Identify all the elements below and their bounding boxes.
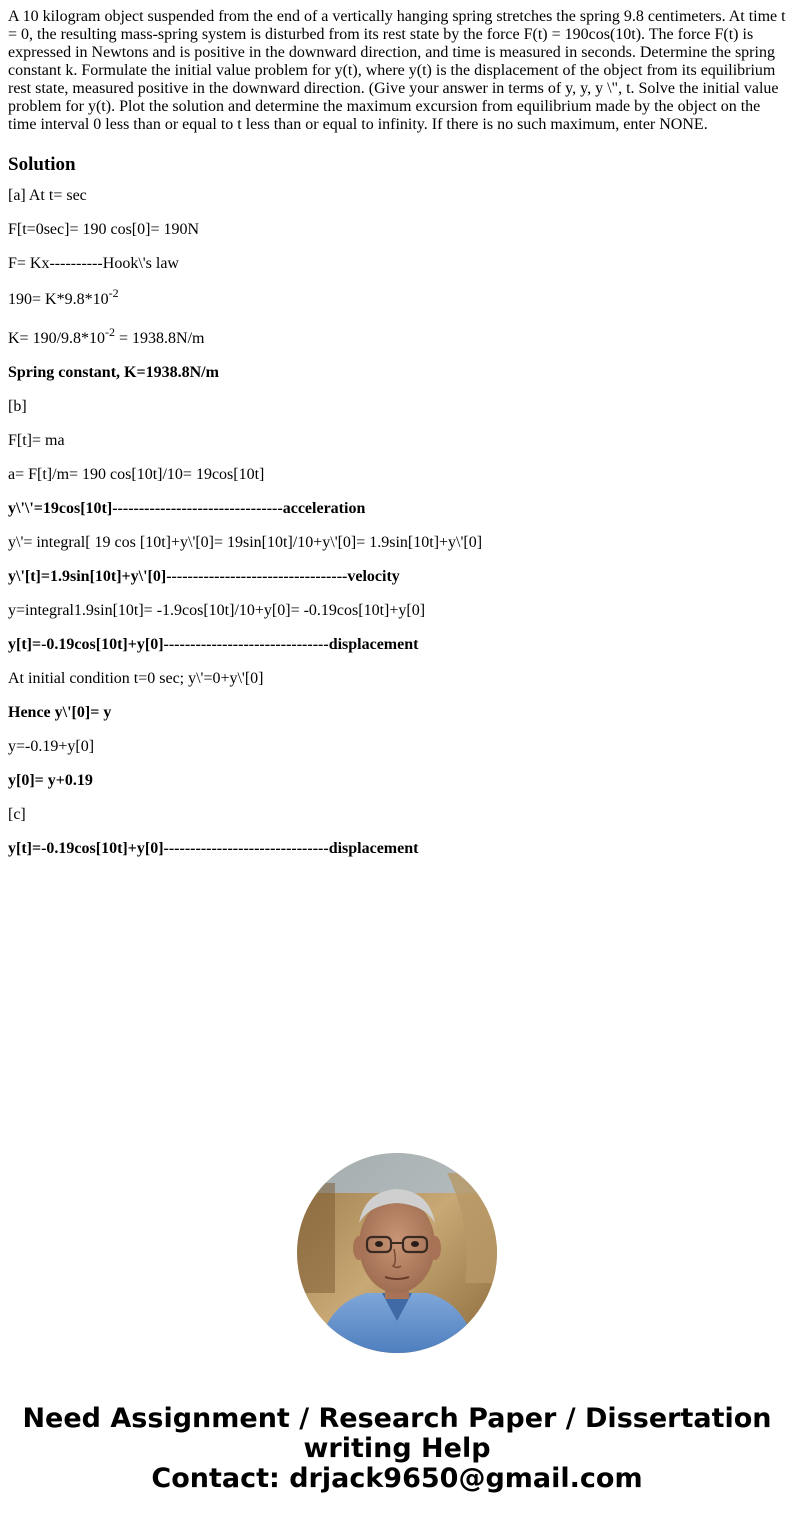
solution-line: F[t]= ma [8, 432, 65, 449]
solution-line: a= F[t]/m= 190 cos[10t]/10= 19cos[10t] [8, 466, 265, 483]
footer-contact: Contact: drjack9650@gmail.com [151, 1463, 643, 1494]
author-avatar [297, 1153, 497, 1353]
acceleration-line: y\'\'=19cos[10t]--------------------------------acceleration [8, 500, 366, 517]
solution-line-equation [8, 286, 788, 309]
displacement-line: y[t]=-0.19cos[10t]+y[0]-------------------------------displacement [8, 840, 419, 857]
exponent: -2 [105, 325, 116, 339]
solution-line: [a] At t= sec [8, 187, 87, 204]
solution-line: [c] [8, 806, 26, 823]
solution-line-bold: y[0]= y+0.19 [8, 772, 93, 789]
footer-line-1: Need Assignment / Research Paper / Dissertation [22, 1403, 772, 1434]
solution-heading: Solution [8, 154, 76, 175]
equation-text: K= 190/9.8*10 [8, 330, 106, 347]
question-text: A 10 kilogram object suspended from the end of a vertically hanging spring stretches the spring 9.8 centimeters. At time t = 0, the resulting mass-spring system is disturbed from its rest state by the force F(t) = 190cos(10t). The force F(t) is expressed in Newtons and is positive in the downward direction, and time is measured in seconds. Determine the spring constant k. Formulate the initial value problem for y(t), where y(t) is the displacement of the object from its equilibrium rest state, measured positive in the downward direction. (Give your answer in terms of y, y, y \", t. Solve the initial value problem for y(t). Plot the solution and determine the maximum excursion from equilibrium made by the object on the time interval 0 less than or equal to t less than or equal to infinity. If there is no such maximum, enter NONE. [8, 8, 786, 133]
solution-line: F[t=0sec]= 190 cos[0]= 190N [8, 221, 200, 238]
page-content [8, 8, 788, 858]
solution-body [8, 187, 788, 858]
footer-banner [0, 1404, 794, 1494]
solution-line: At initial condition t=0 sec; y\'=0+y\'[0] [8, 670, 264, 687]
solution-line: y=-0.19+y[0] [8, 738, 95, 755]
equation-text: 190= K*9.8*10 [8, 291, 109, 308]
solution-line: [b] [8, 398, 27, 415]
displacement-line: y[t]=-0.19cos[10t]+y[0]-------------------------------displacement [8, 636, 419, 653]
velocity-line: y\'[t]=1.9sin[10t]+y\'[0]----------------------------------velocity [8, 568, 400, 585]
solution-line-equation [8, 325, 788, 348]
solution-line: y=integral1.9sin[10t]= -1.9cos[10t]/10+y[0]= -0.19cos[10t]+y[0] [8, 602, 426, 619]
footer-line-2: writing Help [303, 1433, 491, 1464]
solution-line-bold: Hence y\'[0]= y [8, 704, 112, 721]
spring-constant-result: Spring constant, K=1938.8N/m [8, 364, 219, 381]
solution-line: y\'= integral[ 19 cos [10t]+y\'[0]= 19sin[10t]/10+y\'[0]= 1.9sin[10t]+y\'[0] [8, 534, 483, 551]
equation-text: = 1938.8N/m [115, 330, 205, 347]
solution-line: F= Kx----------Hook\'s law [8, 255, 179, 272]
exponent: -2 [108, 286, 119, 300]
author-photo [297, 1153, 497, 1353]
